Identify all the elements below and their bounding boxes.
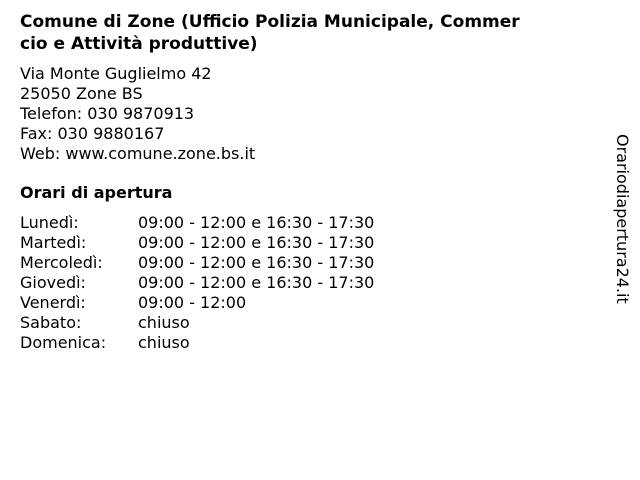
title-line-1: Comune di Zone (Ufficio Polizia Municipale, Commer <box>20 12 520 32</box>
title-line-2: cio e Attività produttive) <box>20 34 258 54</box>
time-value: chiuso <box>138 333 190 352</box>
day-label: Domenica: <box>20 333 107 352</box>
time-value: 09:00 - 12:00 e 16:30 - 17:30 <box>138 273 375 292</box>
time-value: 09:00 - 12:00 e 16:30 - 17:30 <box>138 213 375 232</box>
time-value: 09:00 - 12:00 <box>138 293 247 312</box>
day-label: Lunedì: <box>20 213 79 232</box>
fax-line: Fax: 030 9880167 <box>20 124 165 143</box>
day-label: Martedì: <box>20 233 87 252</box>
city-line: 25050 Zone BS <box>20 84 143 103</box>
day-label: Giovedì: <box>20 273 86 292</box>
site-watermark: Orariodiapertura24.it <box>613 134 632 304</box>
time-value: chiuso <box>138 313 190 332</box>
phone-line: Telefon: 030 9870913 <box>20 104 195 123</box>
address-line: Via Monte Guglielmo 42 <box>20 64 212 83</box>
web-line: Web: www.comune.zone.bs.it <box>20 144 256 163</box>
day-label: Venerdì: <box>20 293 86 312</box>
day-label: Sabato: <box>20 313 82 332</box>
contact-info <box>20 64 255 164</box>
opening-hours-heading: Orari di apertura <box>20 183 173 202</box>
day-label: Mercoledì: <box>20 253 103 272</box>
time-value: 09:00 - 12:00 e 16:30 - 17:30 <box>138 233 375 252</box>
page-title <box>20 11 620 55</box>
time-value: 09:00 - 12:00 e 16:30 - 17:30 <box>138 253 375 272</box>
